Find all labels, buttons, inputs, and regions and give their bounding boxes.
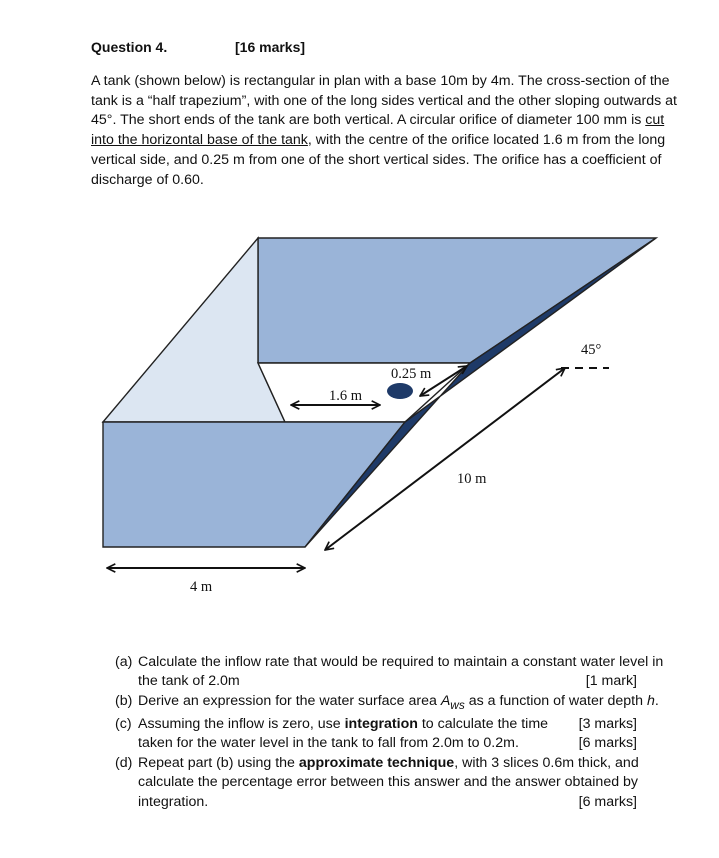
part-marks: [6 marks] — [578, 793, 637, 810]
part-label: (c) — [115, 716, 132, 733]
part-text: Derive an expression for the water surface area — [138, 692, 441, 709]
part-marks: [6 marks] — [578, 735, 637, 752]
variable-h: h — [646, 692, 655, 709]
problem-statement — [91, 72, 681, 190]
part-text: as a function of water depth — [464, 692, 647, 709]
part-marks: [1 mark] — [585, 673, 637, 690]
orifice — [387, 383, 413, 399]
question-parts — [115, 653, 675, 812]
part-bold-text: approximate technique — [298, 754, 455, 771]
part-label: (b) — [115, 692, 133, 709]
part-text: to calculate the time taken for the water level in the tank to fall from 2.0m to 0.2m. — [138, 716, 549, 752]
tank-end-wall — [103, 238, 285, 422]
part-d — [115, 754, 675, 812]
part-marks: [3 marks] — [578, 716, 637, 733]
part-c — [115, 715, 675, 754]
part-a — [115, 653, 675, 692]
part-text: Calculate the inflow rate that would be required to maintain a constant water level in the tank of 2.0m — [138, 654, 664, 690]
label-4m: 4 m — [190, 579, 213, 595]
intro-text-start: A tank (shown below) is rectangular in plan with a base 10m by 4m. The cross-section of the tank is a “half trapezium”, with one of the long sides vertical and the other sloping outwards at 45°. The short ends of the tank are both vertical. A circular orifice of diameter 100 mm is — [91, 73, 677, 129]
part-text: . — [654, 692, 659, 709]
symbol-subscript: ws — [450, 697, 465, 712]
question-title: Question 4. — [91, 39, 168, 55]
label-45-degrees: 45° — [581, 342, 602, 358]
label-10m: 10 m — [457, 471, 487, 487]
part-text: Assuming the inflow is zero, use — [138, 716, 345, 733]
part-label: (a) — [115, 654, 133, 670]
label-0-25m: 0.25 m — [391, 366, 432, 382]
intro-text-end: , with the centre of the orifice located 1.6 m from the long vertical side, and 0.25 m from one of the short vertical sides. The orifice has a coefficient of discharge of 0.60. — [91, 132, 666, 188]
intro-underlined-text: cut into the horizontal base of the tank — [91, 112, 665, 149]
label-1-6m: 1.6 m — [329, 388, 363, 404]
part-label: (d) — [115, 754, 133, 771]
question-marks: [16 marks] — [235, 39, 306, 55]
question-heading — [91, 39, 306, 55]
tank-base — [258, 363, 470, 422]
part-text: Repeat part (b) using the — [138, 754, 299, 771]
symbol-a: A — [440, 692, 451, 709]
tank-diagram — [95, 225, 665, 610]
part-bold-text: integration — [344, 716, 418, 733]
part-text: , with 3 slices 0.6m thick, and calculate the percentage error between this answer and the answer obtained by integration. — [138, 754, 639, 810]
